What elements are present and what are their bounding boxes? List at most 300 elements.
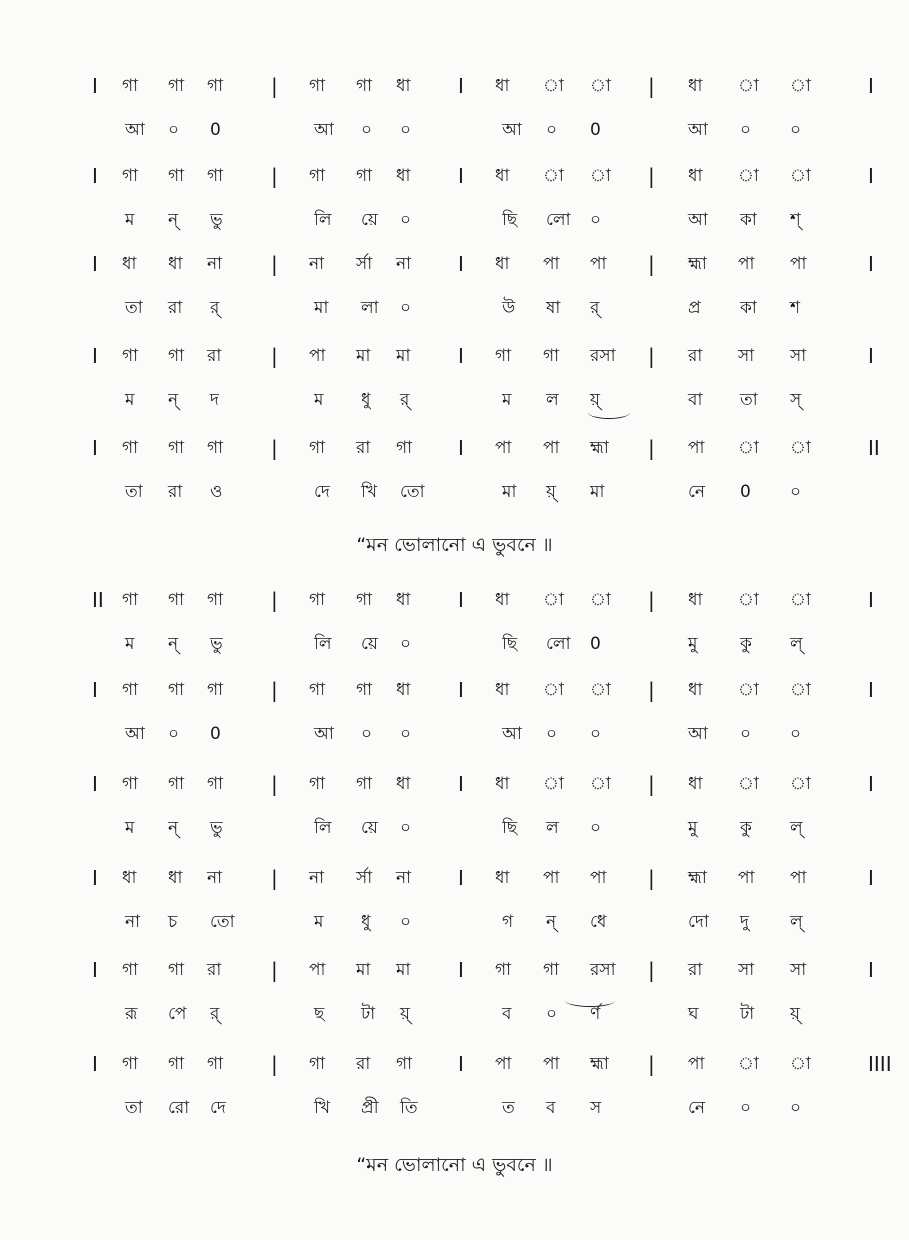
note: ধা [122, 254, 137, 274]
note: ধা [495, 76, 510, 96]
note: গা [122, 76, 139, 96]
note: গা [122, 590, 139, 610]
lyric-syllable: তা [125, 1098, 143, 1118]
lyric-syllable: লা [361, 298, 379, 318]
note: া [790, 438, 811, 458]
note: ধা [396, 166, 411, 186]
note: রা [356, 1054, 371, 1074]
note: গা [543, 960, 560, 980]
note: সা [738, 960, 755, 980]
note: সা [738, 346, 755, 366]
note: া [543, 590, 564, 610]
bar-line: I [92, 164, 98, 188]
lyric-row [0, 1088, 909, 1128]
lyric-syllable: টা [740, 1004, 755, 1024]
bar-line: | [271, 866, 278, 890]
note: ধা [168, 254, 183, 274]
lyric-syllable: টা [361, 1004, 376, 1024]
note: গা [122, 960, 139, 980]
notation-row [0, 950, 909, 990]
note: গা [168, 346, 185, 366]
note: গা [207, 774, 224, 794]
note: া [790, 680, 811, 700]
lyric-syllable: 0 [590, 634, 601, 654]
note: া [790, 76, 811, 96]
note: গা [356, 166, 373, 186]
note: গা [207, 166, 224, 186]
note: হ্মা [590, 1054, 609, 1074]
note: রা [207, 346, 222, 366]
note: না [309, 254, 325, 274]
lyric-syllable: য়্ [546, 482, 557, 502]
lyric-syllable: ০ [790, 120, 802, 140]
notation-row [0, 156, 909, 196]
lyric-syllable: ০ [546, 120, 558, 140]
lyric-row [0, 110, 909, 150]
note: পা [309, 960, 326, 980]
lyric-syllable: ০ [740, 724, 752, 744]
note: গা [356, 680, 373, 700]
bar-line: | [648, 678, 655, 702]
lyric-syllable: ল [546, 390, 559, 410]
note: গা [309, 774, 326, 794]
bar-line: I [868, 588, 874, 612]
bar-line: | [648, 164, 655, 188]
notation-row [0, 66, 909, 106]
lyric-syllable: মু [688, 818, 698, 838]
bar-line: | [271, 678, 278, 702]
note: পা [495, 1054, 512, 1074]
note: হ্মা [688, 868, 707, 888]
lyric-syllable: ০ [400, 724, 412, 744]
lyric-row [0, 200, 909, 240]
note: সা [790, 346, 807, 366]
lyric-syllable: ০ [590, 818, 602, 838]
lyric-row [0, 472, 909, 512]
bar-line: | [648, 588, 655, 612]
lyric-row [0, 902, 909, 942]
bar-line: | [648, 772, 655, 796]
note: ধা [688, 680, 703, 700]
note: ধা [495, 254, 510, 274]
note: পা [590, 868, 607, 888]
lyric-syllable: শ্ [790, 210, 801, 230]
note: র্সা [356, 254, 373, 274]
note: গা [207, 76, 224, 96]
note: পা [543, 438, 560, 458]
lyric-syllable: গ [502, 912, 514, 932]
note: া [738, 76, 759, 96]
note: পা [688, 438, 705, 458]
note: গা [543, 346, 560, 366]
note: া [738, 1054, 759, 1074]
lyric-syllable: ০ [400, 210, 412, 230]
note: গা [207, 438, 224, 458]
lyric-syllable: তা [125, 482, 143, 502]
note: রা [356, 438, 371, 458]
lyric-syllable: য়্ [590, 390, 601, 410]
lyric-syllable: কা [740, 298, 757, 318]
note: গা [168, 774, 185, 794]
lyric-row [0, 624, 909, 664]
lyric-syllable: ০ [790, 724, 802, 744]
lyric-syllable: মা [590, 482, 605, 502]
note: ধা [122, 868, 137, 888]
note: না [396, 868, 412, 888]
lyric-syllable: বা [688, 390, 703, 410]
note: পা [543, 254, 560, 274]
lyric-syllable: তি [400, 1098, 418, 1118]
lyric-syllable: র্ণ [590, 1004, 601, 1024]
lyric-syllable: আ [688, 120, 708, 140]
note: গা [396, 438, 413, 458]
note: গা [309, 76, 326, 96]
bar-line: | [648, 436, 655, 460]
note: ধা [688, 166, 703, 186]
lyric-row [0, 288, 909, 328]
note: গা [168, 166, 185, 186]
note: গা [309, 590, 326, 610]
note: গা [207, 680, 224, 700]
lyric-syllable: আ [314, 724, 334, 744]
lyric-syllable: র্ [400, 390, 410, 410]
lyric-syllable: স [590, 1098, 602, 1118]
note: গা [122, 166, 139, 186]
lyric-syllable: মু [688, 634, 698, 654]
refrain-line-2: “মন ভোলানো এ ভুবনে ॥ [356, 1154, 553, 1176]
lyric-syllable: লি [314, 210, 332, 230]
bar-line: | [271, 74, 278, 98]
lyric-syllable: ০ [790, 1098, 802, 1118]
note: গা [122, 774, 139, 794]
note: গা [309, 166, 326, 186]
slur-mark [565, 994, 615, 1007]
lyric-syllable: ও [210, 482, 223, 502]
lyric-syllable: লো [546, 634, 571, 654]
lyric-syllable: তা [740, 390, 758, 410]
note: পা [495, 438, 512, 458]
note: মা [356, 960, 371, 980]
lyric-syllable: মা [502, 482, 517, 502]
lyric-syllable: প্র [688, 298, 701, 318]
note: া [543, 166, 564, 186]
lyric-row [0, 994, 909, 1034]
note: ধা [688, 76, 703, 96]
lyric-syllable: ০ [168, 120, 180, 140]
note: া [790, 1054, 811, 1074]
note: সা [790, 960, 807, 980]
notation-row [0, 764, 909, 804]
note: া [543, 76, 564, 96]
bar-line: | [648, 866, 655, 890]
lyric-syllable: মা [314, 298, 329, 318]
lyric-syllable: প্রী [361, 1098, 379, 1118]
lyric-syllable: ম [125, 818, 135, 838]
note: া [790, 590, 811, 610]
lyric-syllable: রো [168, 1098, 190, 1118]
note: না [396, 254, 412, 274]
lyric-syllable: ০ [790, 482, 802, 502]
note: ধা [396, 680, 411, 700]
note: পা [688, 1054, 705, 1074]
bar-line: | [648, 344, 655, 368]
note: া [590, 774, 611, 794]
note: ধা [495, 868, 510, 888]
notation-row [0, 1044, 909, 1084]
lyric-syllable: ম [125, 210, 135, 230]
lyric-syllable: য়্ [790, 1004, 801, 1024]
lyric-syllable: ০ [740, 1098, 752, 1118]
slur-mark [588, 406, 630, 419]
note: গা [356, 590, 373, 610]
bar-line: | [271, 344, 278, 368]
bar-line: | [271, 1052, 278, 1076]
notation-row [0, 580, 909, 620]
lyric-syllable: ম [125, 390, 135, 410]
note: গা [122, 438, 139, 458]
bar-line: | [271, 772, 278, 796]
lyric-syllable: ন্ [168, 390, 179, 410]
lyric-syllable: ল [546, 818, 559, 838]
notation-row [0, 336, 909, 376]
bar-line: | [271, 164, 278, 188]
bar-line: I [92, 74, 98, 98]
note: া [738, 166, 759, 186]
bar-line: I [868, 772, 874, 796]
bar-line: I [868, 74, 874, 98]
lyric-syllable: শ [790, 298, 801, 318]
lyric-syllable: য়ে [361, 210, 378, 230]
lyric-syllable: র্ [210, 298, 220, 318]
bar-line: I [458, 252, 464, 276]
lyric-syllable: তো [210, 912, 235, 932]
note: পা [309, 346, 326, 366]
lyric-syllable: দো [688, 912, 709, 932]
bar-line: I [92, 866, 98, 890]
lyric-syllable: ০ [400, 818, 412, 838]
lyric-syllable: ম [125, 634, 135, 654]
lyric-syllable: না [125, 912, 141, 932]
lyric-syllable: 0 [210, 120, 221, 140]
note: গা [207, 590, 224, 610]
note: গা [356, 76, 373, 96]
note: া [738, 680, 759, 700]
lyric-syllable: ০ [546, 1004, 558, 1024]
bar-line: I [92, 252, 98, 276]
note: রসা [590, 346, 616, 366]
lyric-syllable: আ [125, 120, 145, 140]
note: গা [168, 76, 185, 96]
note: গা [356, 774, 373, 794]
note: রা [688, 960, 703, 980]
lyric-syllable: ন্ [168, 634, 179, 654]
note: গা [168, 590, 185, 610]
lyric-syllable: আ [125, 724, 145, 744]
bar-line: I [868, 164, 874, 188]
lyric-syllable: ধে [590, 912, 607, 932]
bar-line: | [271, 588, 278, 612]
lyric-syllable: ০ [361, 120, 373, 140]
lyric-syllable: নে [688, 482, 706, 502]
lyric-syllable: ছি [502, 210, 518, 230]
bar-line: I [458, 678, 464, 702]
lyric-syllable: রা [168, 298, 183, 318]
note: মা [396, 960, 411, 980]
lyric-syllable: ঘ [688, 1004, 699, 1024]
note: গা [207, 1054, 224, 1074]
bar-line: I [868, 866, 874, 890]
lyric-syllable: কু [740, 634, 752, 654]
bar-line: II [92, 588, 104, 612]
note: না [207, 868, 223, 888]
bar-line: I [868, 678, 874, 702]
lyric-syllable: দে [210, 1098, 226, 1118]
note: পা [738, 868, 755, 888]
bar-line: I [92, 678, 98, 702]
bar-line: | [271, 958, 278, 982]
note: পা [543, 1054, 560, 1074]
lyric-syllable: ল্ [790, 818, 803, 838]
note: া [590, 166, 611, 186]
note: গা [495, 346, 512, 366]
lyric-syllable: লো [546, 210, 571, 230]
note: গা [309, 438, 326, 458]
note: ধা [495, 590, 510, 610]
note: মা [396, 346, 411, 366]
lyric-syllable: লি [314, 634, 332, 654]
lyric-syllable: ভু [210, 634, 223, 654]
lyric-syllable: ০ [400, 912, 412, 932]
lyric-syllable: ০ [546, 724, 558, 744]
lyric-syllable: ছ [314, 1004, 325, 1024]
bar-line: | [271, 252, 278, 276]
refrain-line-1: “মন ভোলানো এ ভুবনে ॥ [356, 534, 553, 556]
bar-line: I [458, 588, 464, 612]
lyric-syllable: দ [210, 390, 219, 410]
note: ধা [168, 868, 183, 888]
bar-line: I [868, 958, 874, 982]
lyric-syllable: কু [740, 818, 752, 838]
note: া [738, 774, 759, 794]
lyric-syllable: ষা [546, 298, 561, 318]
lyric-syllable: য়ে [361, 634, 378, 654]
lyric-syllable: র্ [590, 298, 600, 318]
lyric-syllable: চ [168, 912, 178, 932]
note: ধা [688, 590, 703, 610]
notation-row [0, 428, 909, 468]
note: হ্মা [688, 254, 707, 274]
note: ধা [495, 166, 510, 186]
bar-line: I [92, 772, 98, 796]
note: হ্মা [590, 438, 609, 458]
lyric-row [0, 714, 909, 754]
lyric-syllable: তো [400, 482, 425, 502]
bar-line: | [648, 958, 655, 982]
lyric-syllable: ০ [740, 120, 752, 140]
lyric-syllable: ছি [502, 634, 518, 654]
lyric-syllable: ০ [361, 724, 373, 744]
bar-line: I [92, 436, 98, 460]
lyric-syllable: ন্ [168, 210, 179, 230]
note: ধা [688, 774, 703, 794]
lyric-syllable: ০ [168, 724, 180, 744]
lyric-syllable: 0 [590, 120, 601, 140]
bar-line: I [458, 1052, 464, 1076]
note: পা [790, 254, 807, 274]
lyric-syllable: ০ [400, 634, 412, 654]
lyric-syllable: আ [688, 724, 708, 744]
note: রসা [590, 960, 616, 980]
note: া [543, 774, 564, 794]
lyric-syllable: আ [314, 120, 334, 140]
note: ধা [495, 774, 510, 794]
lyric-syllable: ন্ [546, 912, 557, 932]
lyric-syllable: ০ [590, 724, 602, 744]
lyric-syllable: ব [546, 1098, 556, 1118]
note: গা [309, 680, 326, 700]
lyric-syllable: ম [502, 390, 512, 410]
bar-line: I [458, 866, 464, 890]
notation-row [0, 858, 909, 898]
lyric-syllable: ভু [210, 818, 223, 838]
bar-line: I [458, 74, 464, 98]
bar-line: | [648, 252, 655, 276]
bar-line: | [648, 74, 655, 98]
bar-line: I [458, 436, 464, 460]
note: া [738, 590, 759, 610]
bar-line: IIII [868, 1052, 892, 1076]
note: ধা [396, 590, 411, 610]
bar-line: I [92, 958, 98, 982]
lyric-syllable: কা [740, 210, 757, 230]
lyric-syllable: ভু [210, 210, 223, 230]
note: া [590, 680, 611, 700]
lyric-syllable: ত [502, 1098, 515, 1118]
lyric-syllable: আ [502, 120, 522, 140]
bar-line: I [458, 344, 464, 368]
note: া [590, 590, 611, 610]
note: গা [168, 1054, 185, 1074]
note: গা [122, 346, 139, 366]
bar-line: I [458, 772, 464, 796]
lyric-row [0, 808, 909, 848]
lyric-syllable: ম [314, 912, 324, 932]
note: গা [168, 680, 185, 700]
note: গা [122, 1054, 139, 1074]
note: না [207, 254, 223, 274]
note: গা [309, 1054, 326, 1074]
note: ধা [396, 76, 411, 96]
note: পা [590, 254, 607, 274]
lyric-syllable: ০ [590, 210, 602, 230]
lyric-row [0, 380, 909, 420]
note: া [790, 166, 811, 186]
bar-line: I [458, 164, 464, 188]
lyric-syllable: ধু [361, 390, 371, 410]
lyric-syllable: দু [740, 912, 749, 932]
note: গা [122, 680, 139, 700]
note: পা [543, 868, 560, 888]
lyric-syllable: রা [168, 482, 183, 502]
note: গা [396, 1054, 413, 1074]
lyric-syllable: য়ে [361, 818, 378, 838]
bar-line: I [868, 344, 874, 368]
bar-line: | [271, 436, 278, 460]
note: া [590, 76, 611, 96]
lyric-syllable: খি [361, 482, 378, 502]
bar-line: I [868, 252, 874, 276]
note: া [738, 438, 759, 458]
